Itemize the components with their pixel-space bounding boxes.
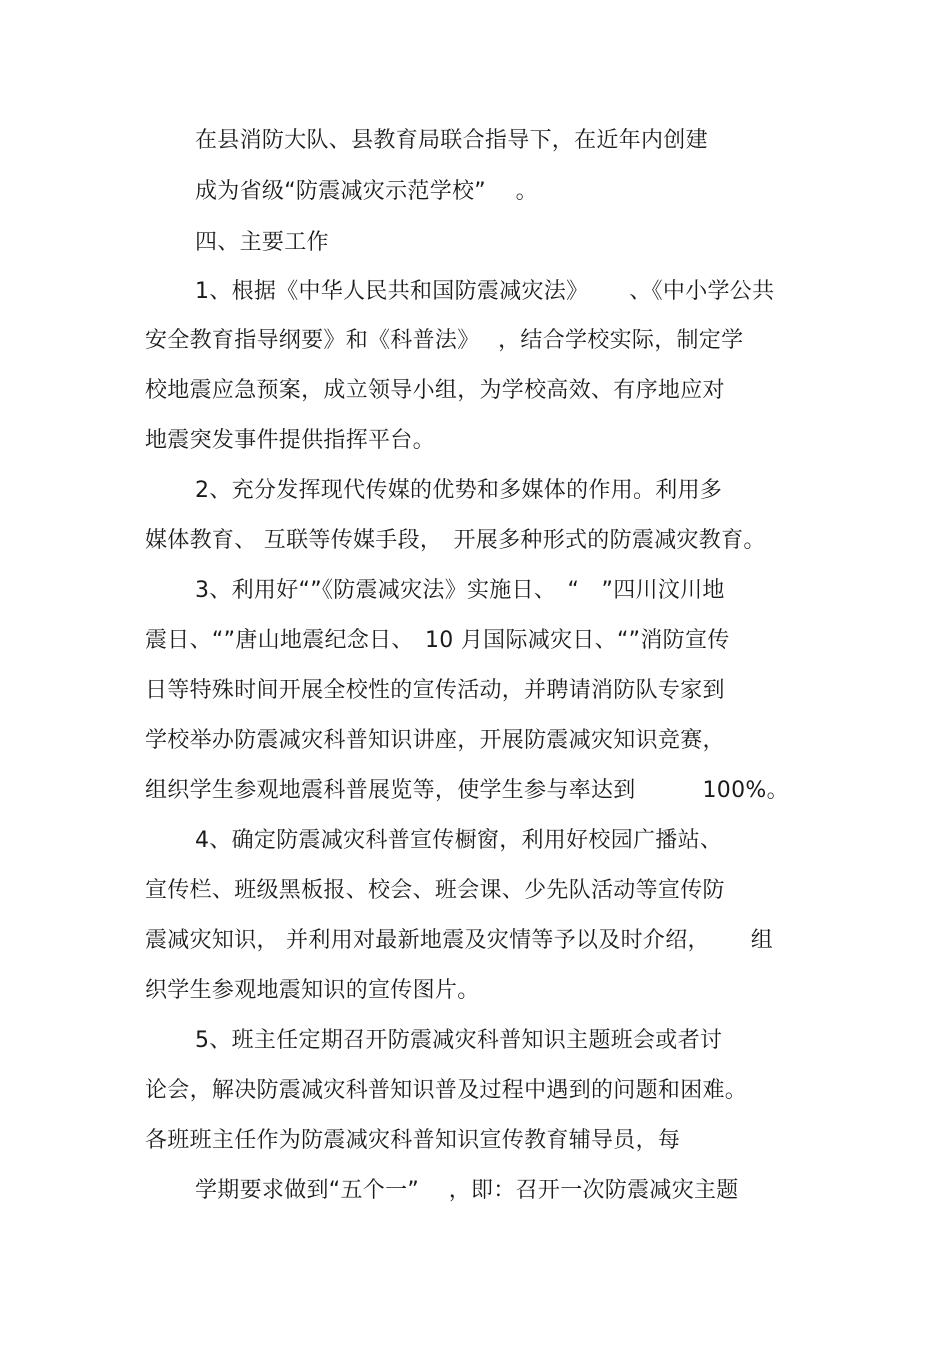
text-line: 2、充分发挥现代传媒的优势和多媒体的作用。利用多 [195, 478, 723, 503]
text-line: 地震突发事件提供指挥平台。 [145, 428, 435, 453]
text-line: 各班班主任作为防震减灾科普知识宣传教育辅导员，每 [145, 1128, 681, 1153]
text-line: 学期要求做到“五个一” ，即：召开一次防震减灾主题 [195, 1178, 739, 1203]
text-line: 校地震应急预案，成立领导小组，为学校高效、有序地应对 [145, 378, 725, 403]
text-line: 3、利用好“”《防震减灾法》实施日、 “ ”四川汶川地 [195, 578, 725, 603]
text-line: 震减灾知识， 并利用对最新地震及灾情等予以及时介绍， 组 [145, 928, 773, 953]
text-line: 宣传栏、班级黑板报、校会、班会课、少先队活动等宣传防 [145, 878, 725, 903]
text-line: 1、根据《中华人民共和国防震减灾法》 、《中小学公共 [195, 279, 775, 304]
text-line: 论会，解决防震减灾科普知识普及过程中遇到的问题和困难。 [145, 1078, 748, 1103]
text-line: 媒体教育、 互联等传媒手段， 开展多种形式的防震减灾教育。 [145, 528, 766, 553]
text-line: 日等特殊时间开展全校性的宣传活动，并聘请消防队专家到 [145, 678, 725, 703]
text-line: 成为省级“防震减灾示范学校” 。 [195, 179, 538, 204]
section-heading: 四、主要工作 [195, 230, 329, 255]
text-line: 学校举办防震减灾科普知识讲座，开展防震减灾知识竞赛， [145, 728, 725, 753]
text-line: 在县消防大队、县教育局联合指导下，在近年内创建 [195, 128, 708, 153]
text-line: 4、确定防震减灾科普宣传橱窗，利用好校园广播站、 [195, 828, 723, 853]
text-line: 组织学生参观地震科普展览等，使学生参与率达到 100%。 [145, 778, 789, 803]
text-line: 震日、“”唐山地震纪念日、 10 月国际减灾日、“”消防宣传 [145, 628, 730, 653]
text-line: 织学生参观地震知识的宣传图片。 [145, 978, 480, 1003]
text-line: 安全教育指导纲要》和《科普法》 ，结合学校实际，制定学 [145, 328, 744, 353]
text-line: 5、班主任定期召开防震减灾科普知识主题班会或者讨 [195, 1028, 723, 1053]
